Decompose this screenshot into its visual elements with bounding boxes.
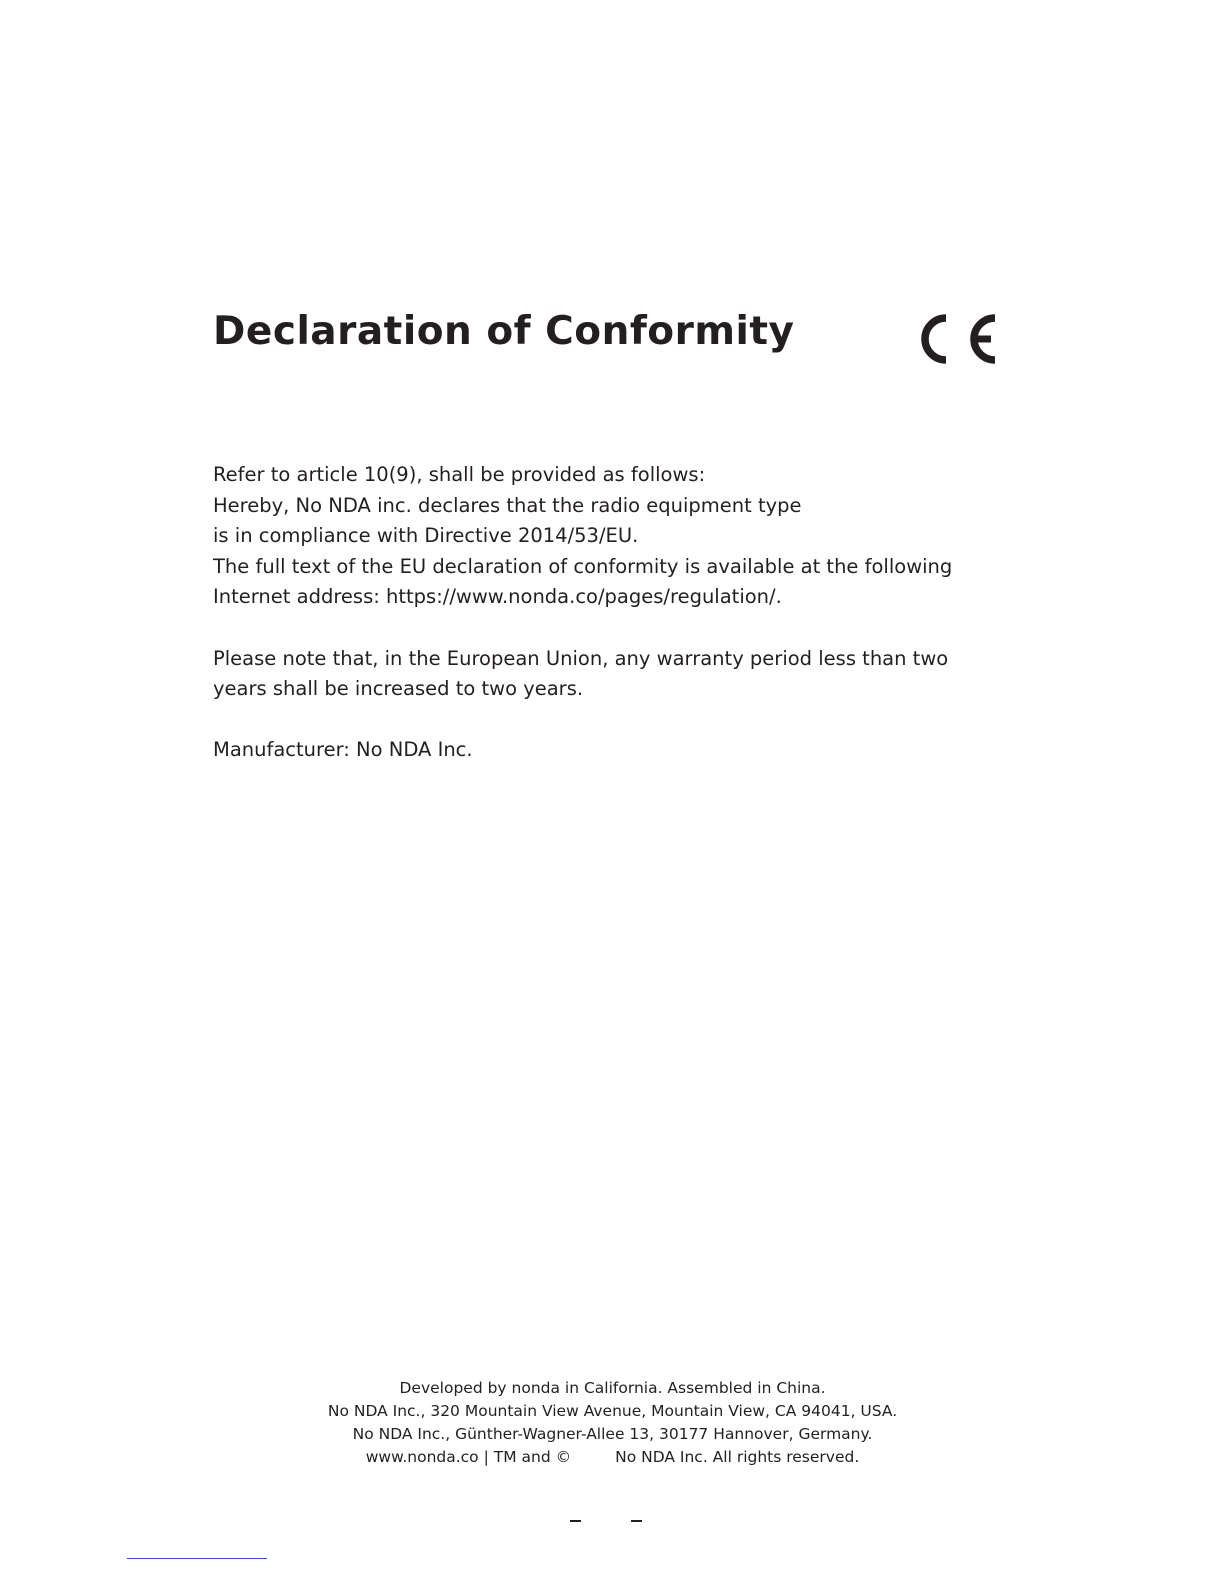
body-line: years shall be increased to two years. — [213, 677, 584, 701]
ce-mark-icon — [916, 310, 1000, 368]
footer-line: Developed by nonda in California. Assembled in China. — [399, 1379, 826, 1397]
page-number-dash-right — [631, 1520, 642, 1522]
manufacturer-line: Manufacturer: No NDA Inc. — [213, 738, 473, 762]
body-line: Please note that, in the European Union, any warranty period less than two — [213, 646, 949, 670]
paragraph-gap — [213, 705, 1003, 736]
footer-line: No NDA Inc., Günther-Wagner-Allee 13, 30177 Hannover, Germany. — [352, 1425, 873, 1443]
body-line: Refer to article 10(9), shall be provided as follows: — [213, 463, 706, 486]
body-line: is in compliance with Directive 2014/53/EU. — [213, 524, 639, 548]
footer-line: No NDA Inc., 320 Mountain View Avenue, Mountain View, CA 94041, USA. — [327, 1402, 898, 1420]
declaration-body — [213, 460, 1003, 766]
body-line: Hereby, No NDA inc. declares that the radio equipment type — [213, 493, 802, 517]
page-title: Declaration of Conformity — [213, 309, 795, 354]
footer-copyright-suffix: No NDA Inc. All rights reserved. — [615, 1448, 860, 1466]
page-number-dash-left — [570, 1520, 581, 1522]
link-underline — [127, 1558, 267, 1559]
footer — [0, 1377, 1225, 1469]
footer-copyright-line — [0, 1446, 1225, 1469]
footer-copyright-prefix: www.nonda.co | TM and © — [365, 1448, 572, 1466]
body-line-internet-address: Internet address: https://www.nonda.co/pages/regulation/. — [213, 585, 782, 609]
body-line: The full text of the EU declaration of conformity is available at the following — [213, 554, 953, 578]
paragraph-gap — [213, 613, 1003, 644]
